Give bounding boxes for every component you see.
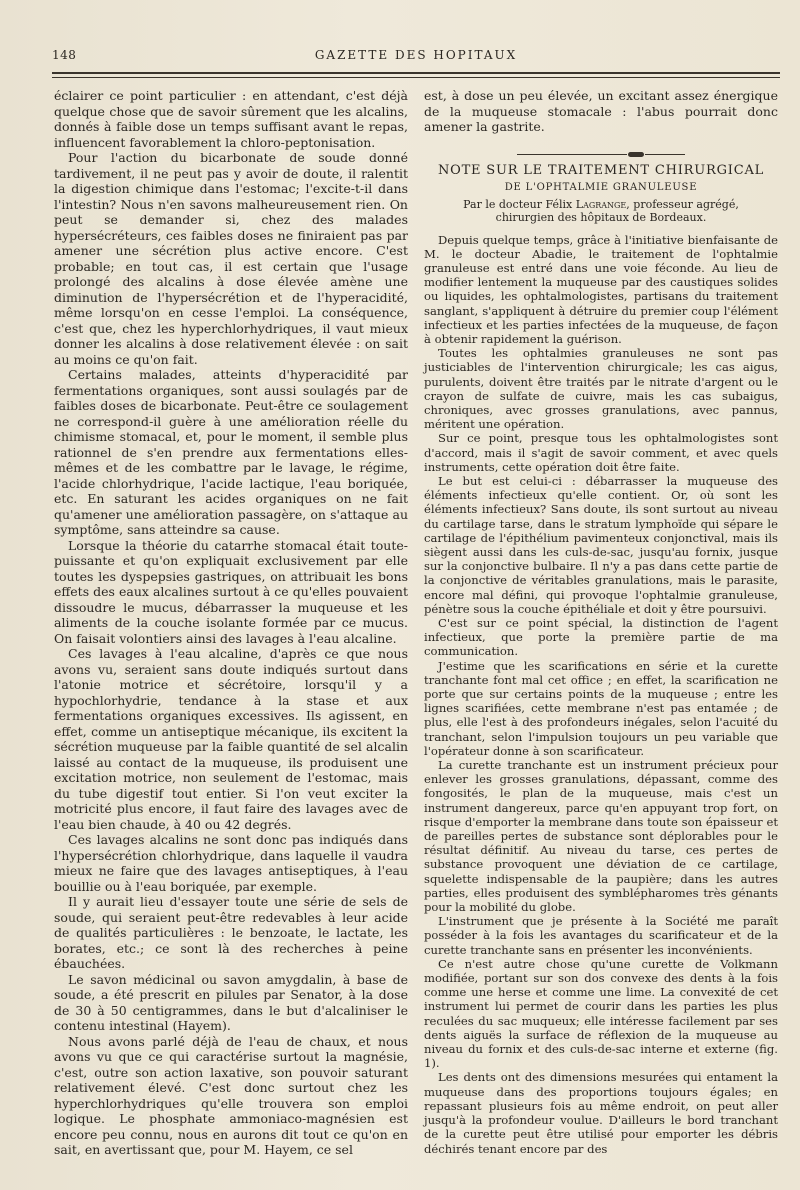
header-rule-thin [52, 77, 780, 78]
paragraph: Certains malades, atteints d'hyperacidité par fermentations organiques, sont aussi soulagés par de faibles doses de bicarbonate. Peut-être ce soulagement ne correspond-il guère à une amélioration réelle du chimisme stomacal, et, pour le moment, il semble plus rationnel de s'en prendre aux fermentations elles-mêmes et de les combattre par le lavage, le régime, l'acide chlorhydrique, l'acide lactique, l'eau boriquée, etc. En saturant les acides organiques on ne fait qu'amener une amélioration passagère, on s'attaque au symptôme, sans atteindre sa cause. [54, 367, 408, 537]
paragraph: Toutes les ophtalmies granuleuses ne sont pas justiciables de l'intervention chirurgicale; les cas aigus, purulents, doivent être traités par le nitrate d'argent ou le crayon de sulfate de cuivre, mais les cas subaigus, chroniques, avec grosses granulations, avec pannus, méritent une opération. [424, 346, 778, 432]
continued-paragraph: est, à dose un peu élevée, un excitant assez énergique de la muqueuse stomacale : l'abus pourrait donc amener la gastrite. [424, 88, 778, 134]
right-column [424, 88, 778, 1156]
paragraph: Le savon médicinal ou savon amygdalin, à base de soude, a été prescrit en pilules par Senator, à la dose de 30 à 50 centigrammes, dans le but d'alcaliniser le contenu intestinal (Hayem). [54, 971, 408, 1033]
paragraph: Le but est celui-ci : débarrasser la muqueuse des éléments infectieux qu'elle contient. Or, où sont les éléments infectieux? Sans doute, ils sont surtout au niveau du cartilage tarse, dans le stratum lymphoïde qui sépare le cartilage de l'épithélium pavimenteux conjonctival, mais ils siègent aussi dans les culs-de-sac, jusqu'au fornix, jusque sur la conjonctive bulbaire. Il n'y a pas dans cette partie de la conjonctive de véritables granulations, mais le parasite, encore mal défini, qui provoque l'ophtalmie granuleuse, pénètre sous la couche épithéliale et doit y être poursuivi. [424, 473, 778, 616]
paragraph: C'est sur ce point spécial, la distinction de l'agent infectieux, que porte la première partie de ma communication. [424, 615, 778, 659]
paragraph: Sur ce point, presque tous les ophtalmologistes sont d'accord, mais il s'agit de savoir comment, et avec quels instruments, cette opération doit être faite. [424, 431, 778, 474]
byline-suffix: , professeur agrégé, chirurgien des hôpitaux de Bordeaux. [495, 197, 739, 224]
paragraph: Ce n'est autre chose qu'une curette de Volkmann modifiée, portant sur son dos convexe des dents à la fois comme une herse et comme une lime. La convexité de cet instrument lui permet de courir dans les parties les plus reculées du sac muqueux; elle intéresse facilement par ses dents aiguës la surface de réflexion de la muqueuse au niveau du fornix et des culs-de-sac interne et externe (fig. 1). [424, 956, 778, 1071]
paragraph: Les dents ont des dimensions mesurées qui entament la muqueuse dans des proportions toujours égales; en repassant plusieurs fois au même endroit, on peut aller jusqu'à la profondeur voulue. D'ailleurs le bord tranchant de la curette peut être utilisé pour emporter les débris déchirés tenant encore par des [424, 1070, 778, 1156]
paragraph: Lorsque la théorie du catarrhe stomacal était toute-puissante et qu'on expliquait exclusivement par elle toutes les dyspepsies gastriques, on attribuait les bons effets des eaux alcalines surtout à ce qu'elles pouvaient dissoudre le mucus, débarrasser la muqueuse et les aliments de la couche isolante formée par ce mucus. On faisait volontiers ainsi des lavages à l'eau alcaline. [54, 537, 408, 646]
publication-title: GAZETTE DES HOPITAUX [314, 48, 518, 62]
article-title: NOTE SUR LE TRAITEMENT CHIRURGICAL [437, 162, 765, 178]
paragraph: J'estime que les scarifications en série et la curette tranchante font mal cet office ; en effet, la scarification ne porte que sur certains points de la muqueuse ; entre les lignes scarifiées, cette membrane n'est pas entamée ; de plus, elle l'est à des profondeurs inégales, selon l'acuité du tranchant, selon l'impulsion toujours un peu variable que l'opérateur donne à son scarificateur. [424, 658, 778, 758]
paragraph: Pour l'action du bicarbonate de soude donné tardivement, il ne peut pas y avoir de doute, il ralentit la digestion chimique dans l'estomac; l'excite-t-il dans l'intestin? Nous n'en savons malheureusement rien. On peut se demander si, chez des malades hypersécréteurs, ces faibles doses ne finiraient pas par amener une sécrétion plus active encore. C'est probable; en tout cas, il est certain que l'usage prolongé des alcalins à dose élevée amène une diminution de l'hypersécrétion et de l'hyperacidité, même lorsqu'on en cesse l'emploi. La conséquence, c'est que, chez les hyperchlorhydriques, il vaut mieux donner les alcalins à dose relativement élevée : on sait au moins ce qu'on fait. [54, 150, 408, 367]
section-divider [424, 147, 778, 153]
article-byline [438, 198, 764, 225]
paragraph: Depuis quelque temps, grâce à l'initiative bienfaisante de M. le docteur Abadie, le traitement de l'ophtalmie granuleuse est entré dans une voie féconde. Au lieu de modifier lentement la muqueuse par des caustiques solides ou liquides, les ophtalmologistes, partisans du traitement sanglant, s'appliquent à détruire du premier coup l'élément infectieux et les parties infectées de la muqueuse, de façon à obtenir rapidement la guérison. [424, 232, 778, 346]
paragraph: Ces lavages à l'eau alcaline, d'après ce que nous avons vu, seraient sans doute indiqués surtout dans l'atonie motrice et sécrétoire, lorsqu'il y a hypochlorhydrie, tendance à la stase et aux fermentations organiques excessives. Ils agissent, en effet, comme un antiseptique mécanique, ils excitent la sécrétion muqueuse par la faible quantité de sel alcalin laissé au contact de la muqueuse, ils produisent une excitation motrice, non seulement de l'estomac, mais du tube digestif tout entier. Si l'on veut exciter la motricité plus encore, il faut faire des lavages avec de l'eau bien chaude, à 40 ou 42 degrés. [54, 646, 408, 832]
paragraph: Nous avons parlé déjà de l'eau de chaux, et nous avons vu que ce qui caractérise surtout la magnésie, c'est, outre son action laxative, son pouvoir saturant relativement élevé. C'est donc surtout chez les hyperchlorhydriques qu'elle trouvera son emploi logique. Le phosphate ammoniaco-magnésien est encore peu connu, nous en aurons dit tout ce qu'on en sait, en avertissant que, pour M. Hayem, ce sel [54, 1033, 408, 1157]
paragraph: La curette tranchante est un instrument précieux pour enlever les grosses granulations, dépassant, comme des fongosités, le plan de la muqueuse, mais c'est un instrument dangereux, parce qu'en appuyant trop fort, on risque d'emporter la membrane dans toute son épaisseur et de pareilles pertes de substance sont déplorables pour le résultat définitif. Au niveau du tarse, ces pertes de substance provoquent une déviation de ce cartilage, squelette indispensable de la paupière; dans les autres parties, elles produisent des symblépharomes très génants pour la mobilité du globe. [424, 758, 778, 915]
page-number: 148 [52, 48, 77, 62]
article-body [424, 233, 778, 1156]
page-header [52, 46, 780, 66]
paragraph: L'instrument que je présente à la Société me paraît posséder à la fois les avantages du scarificateur et de la curette tranchante sans en présenter les inconvénients. [424, 914, 778, 957]
paragraph: éclairer ce point particulier : en attendant, c'est déjà quelque chose que de savoir sûrement que les alcalins, donnés à faible dose un temps suffisant avant le repas, influencent favorablement la chloro-peptonisation. [54, 88, 408, 150]
article-subtitle: DE L'OPHTALMIE GRANULEUSE [504, 181, 698, 193]
paragraph: Ces lavages alcalins ne sont donc pas indiqués dans l'hypersécrétion chlorhydrique, dans laquelle il vaudra mieux ne faire que des lavages antiseptiques, à l'eau bouillie ou à l'eau boriquée, par exemple. [54, 832, 408, 894]
header-rule-thick [52, 72, 780, 74]
paragraph: Il y aurait lieu d'essayer toute une série de sels de soude, qui seraient peut-être redevables à leur acide de qualités particulières : le benzoate, le lactate, les borates, etc.; ce sont là des recherches à peine ébauchées. [54, 894, 408, 971]
author-name: Lagrange [575, 197, 627, 211]
left-column [54, 88, 408, 1158]
byline-prefix: Par le docteur Félix [463, 197, 576, 211]
